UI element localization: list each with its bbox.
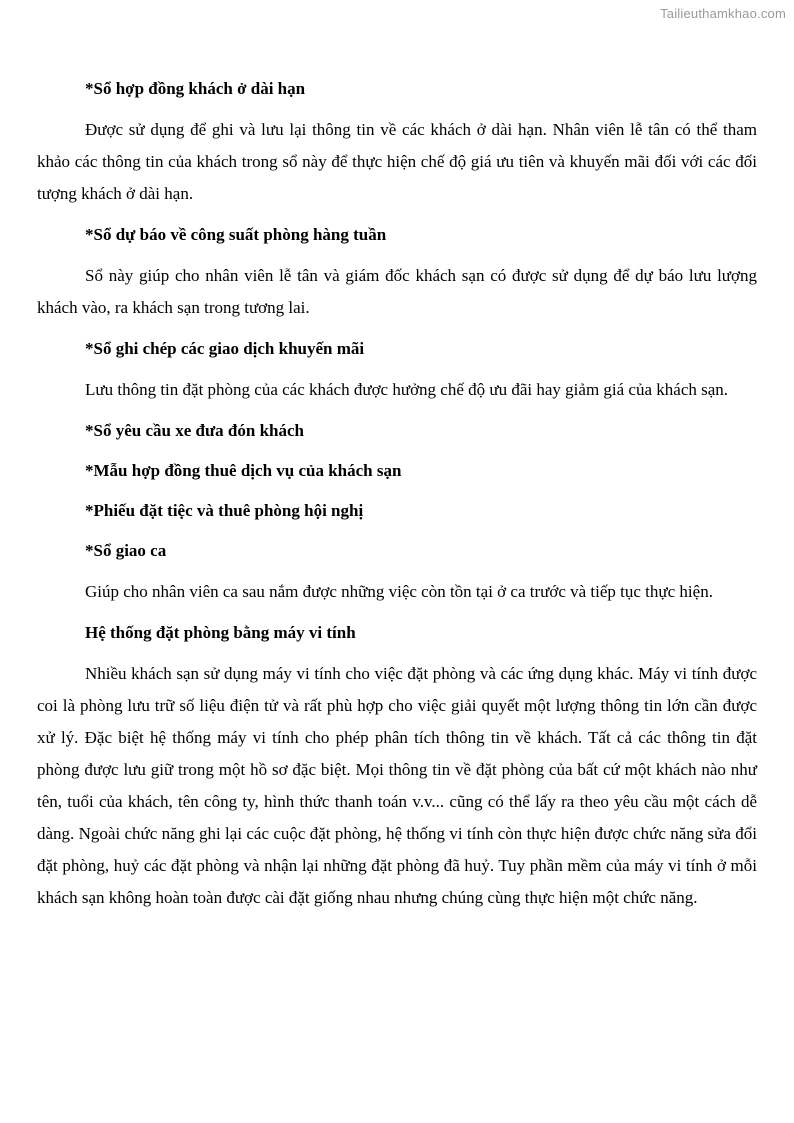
heading-computer-reservation-system: Hệ thống đặt phòng bằng máy vi tính — [85, 623, 356, 642]
paragraph-promotion-transactions-book: Lưu thông tin đặt phòng của các khách được hưởng chế độ ưu đãi hay giảm giá của khách sạn. — [85, 380, 729, 399]
document-page — [37, 74, 757, 914]
heading-promotion-transactions-book: *Sổ ghi chép các giao dịch khuyến mãi — [85, 339, 365, 358]
watermark-text: Tailieuthamkhao.com — [660, 6, 786, 21]
heading-long-stay-contract-book: *Sổ hợp đồng khách ở dài hạn — [85, 79, 306, 98]
paragraph-weekly-occupancy-forecast: Sổ này giúp cho nhân viên lễ tân và giám đốc khách sạn có được sử dụng để dự báo lưu lượng khách vào, ra khách sạn trong tương lai. — [37, 266, 757, 317]
heading-banquet-booking-form: *Phiếu đặt tiệc và thuê phòng hội nghị — [85, 501, 364, 520]
heading-service-contract-form: *Mẫu hợp đồng thuê dịch vụ của khách sạn — [85, 461, 402, 480]
heading-shuttle-request-book: *Sổ yêu cầu xe đưa đón khách — [85, 421, 304, 440]
heading-shift-handover-book: *Sổ giao ca — [85, 541, 167, 560]
paragraph-long-stay-contract-book: Được sử dụng để ghi và lưu lại thông tin về các khách ở dài hạn. Nhân viên lễ tân có thể tham khảo các thông tin của khách trong sổ này để thực hiện chế độ giá ưu tiên và khuyến mãi đối với các đối tượng khách ở dài hạn. — [37, 120, 757, 203]
heading-weekly-occupancy-forecast: *Sổ dự báo về công suất phòng hàng tuần — [85, 225, 387, 244]
paragraph-shift-handover-book: Giúp cho nhân viên ca sau nắm được những việc còn tồn tại ở ca trước và tiếp tục thực hiện. — [85, 582, 713, 601]
paragraph-computer-reservation-system: Nhiều khách sạn sử dụng máy vi tính cho việc đặt phòng và các ứng dụng khác. Máy vi tính được coi là phòng lưu trữ số liệu điện tử và rất phù hợp cho việc giải quyết một lượng thông tin lớn cần được xử lý. Đặc biệt hệ thống máy vi tính cho phép phân tích thông tin về khách. Tất cả các thông tin đặt phòng được lưu giữ trong một hồ sơ đặc biệt. Mọi thông tin về đặt phòng của bất cứ một khách nào như tên, tuổi của khách, tên công ty, hình thức thanh toán v.v... cũng có thể lấy ra theo yêu cầu một cách dễ dàng. Ngoài chức năng ghi lại các cuộc đặt phòng, hệ thống vi tính còn thực hiện được chức năng sửa đổi đặt phòng, huỷ các đặt phòng và nhận lại những đặt phòng đã huỷ. Tuy phần mềm của máy vi tính ở mỗi khách sạn không hoàn toàn được cài đặt giống nhau nhưng chúng cùng thực hiện một chức năng. — [37, 664, 757, 907]
